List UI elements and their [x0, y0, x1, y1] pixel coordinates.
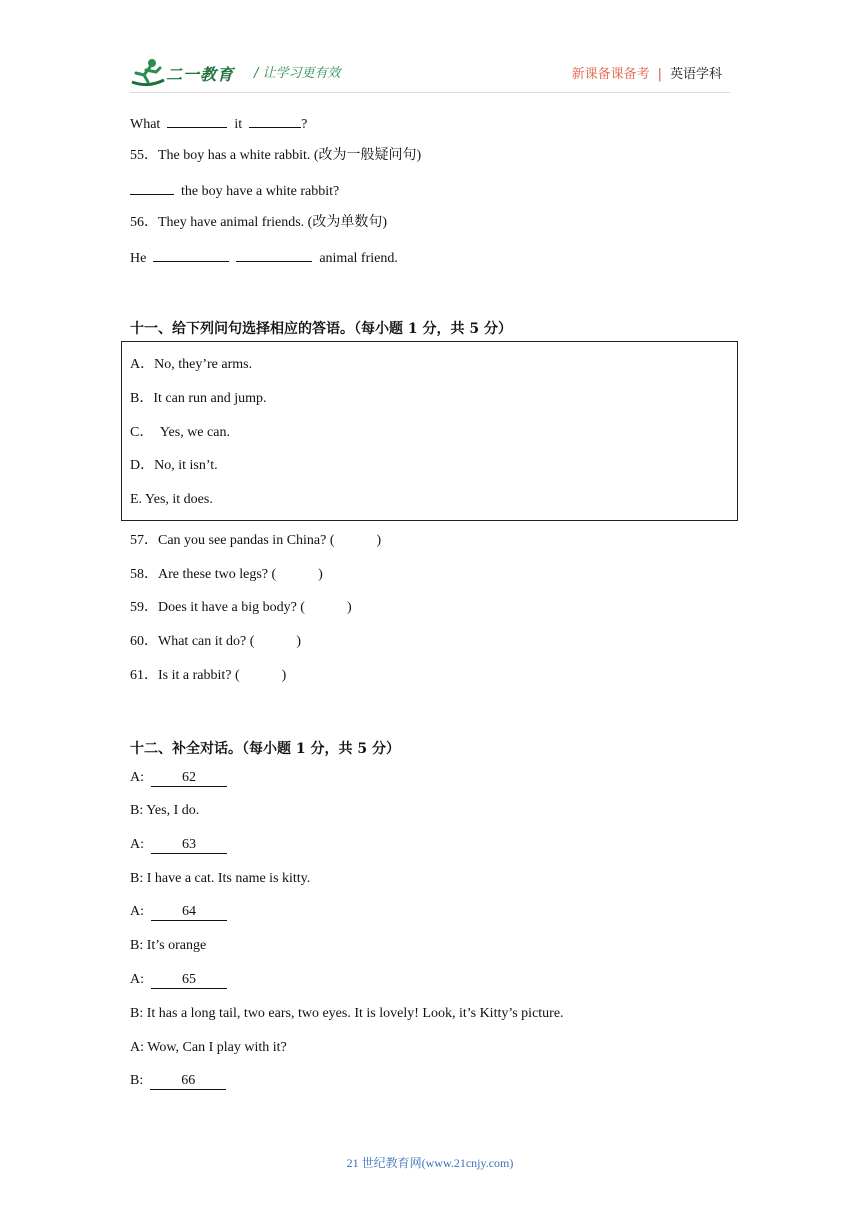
question-56-answer-line [130, 248, 398, 268]
speaker-label: A: [130, 770, 144, 785]
speaker-label: B: [130, 1006, 144, 1021]
option-d: D．No, it isn’t. [130, 458, 218, 473]
answer-blank[interactable] [153, 248, 229, 262]
answer-blank[interactable] [236, 248, 312, 262]
question-57: 57．Can you see pandas in China? ( ) [130, 533, 382, 548]
dialog-text: It has a long tail, two ears, two eyes. It is lovely! Look, it’s Kitty’s picture. [146, 1006, 564, 1021]
question-59: 59．Does it have a big body? ( ) [130, 600, 352, 615]
section-11-title: 十一、给下列问句选择相应的答语。（每小题 1 分，共 5 分） [130, 321, 512, 337]
answer-text: the boy have a white rabbit? [181, 184, 340, 199]
question-54-answer-line [130, 114, 307, 134]
word-what: What [130, 117, 161, 132]
dialog-text: It’s orange [146, 938, 207, 953]
answer-blank[interactable] [249, 114, 301, 128]
option-a: A．No, they’re arms. [130, 357, 253, 372]
speaker-label: B: [130, 803, 144, 818]
dialog-line [130, 1039, 287, 1057]
header-subject [572, 63, 722, 82]
dialog-line [130, 870, 310, 888]
speaker-label: A: [130, 904, 144, 919]
answer-blank[interactable] [130, 181, 174, 195]
dialog-line [130, 971, 227, 989]
header-divider [130, 92, 730, 93]
question-61: 61．Is it a rabbit? ( ) [130, 668, 287, 683]
option-e: E. Yes, it does. [130, 492, 213, 507]
speaker-label: B: [130, 871, 144, 886]
dialog-line [130, 1005, 564, 1023]
dialog-text: Yes, I do. [146, 803, 200, 818]
dialog-line [130, 769, 227, 787]
dialog-line [130, 802, 199, 820]
question-56: 56．They have animal friends. (改为单数句) [130, 215, 387, 230]
dialog-blank-64[interactable]: 64 [151, 904, 227, 921]
word-he: He [130, 251, 147, 266]
dialog-blank-65[interactable]: 65 [151, 972, 227, 989]
speaker-label: A: [130, 837, 144, 852]
option-c: C． Yes, we can. [130, 425, 230, 440]
page-header [130, 52, 730, 92]
dialog-blank-66[interactable]: 66 [150, 1073, 226, 1090]
answer-text: animal friend. [319, 251, 398, 266]
question-55: 55．The boy has a white rabbit. (改为一般疑问句) [130, 148, 422, 163]
speaker-label: B: [130, 1073, 144, 1088]
dialog-text: Wow, Can I play with it? [147, 1040, 287, 1055]
question-mark: ? [301, 117, 308, 132]
speaker-label: B: [130, 938, 144, 953]
dialog-text: I have a cat. Its name is kitty. [146, 871, 311, 886]
dialog-line [130, 1072, 226, 1090]
logo-text: 二一教育 [166, 65, 235, 84]
slogan: / 让学习更有效 [254, 66, 341, 81]
header-separator: | [657, 67, 662, 82]
speaker-label: A: [130, 1040, 144, 1055]
answer-blank[interactable] [167, 114, 227, 128]
question-60: 60．What can it do? ( ) [130, 634, 302, 649]
dialog-blank-63[interactable]: 63 [151, 837, 227, 854]
dialog-line [130, 903, 227, 921]
section-12-title: 十二、补全对话。（每小题 1 分，共 5 分） [130, 741, 400, 757]
speaker-label: A: [130, 972, 144, 987]
subject-label: 英语学科 [669, 67, 722, 82]
dialog-line [130, 937, 206, 955]
question-55-answer-line [130, 181, 339, 201]
header-tagline: 新课备课备考 [571, 67, 650, 82]
page-footer[interactable]: 21 世纪教育网(www.21cnjy.com) [346, 1156, 514, 1170]
word-it: it [234, 117, 243, 132]
option-b: B．It can run and jump. [130, 391, 267, 406]
dialog-line [130, 836, 227, 854]
question-58: 58．Are these two legs? ( ) [130, 567, 323, 582]
dialog-blank-62[interactable]: 62 [151, 770, 227, 787]
